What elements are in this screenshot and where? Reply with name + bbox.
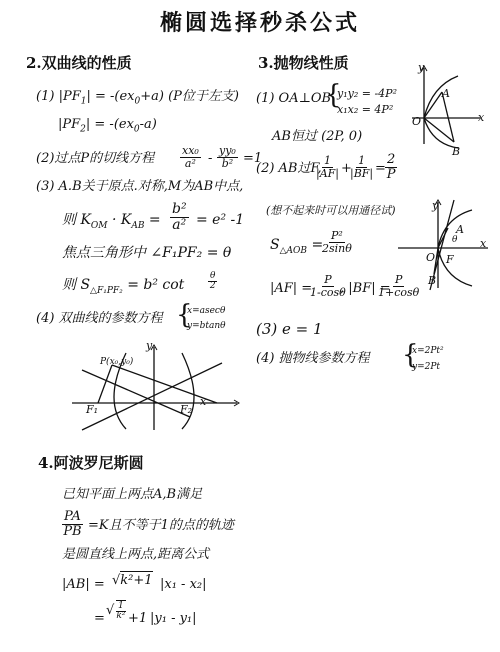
hyperbola-heading: 2.双曲线的性质 (26, 54, 132, 72)
g2-F-label: F (446, 253, 454, 266)
focus-F1-label: F₁ (86, 403, 99, 416)
af-length: |AF| = (270, 281, 313, 296)
g2-A-label: A (456, 223, 464, 236)
perp-brace: { (325, 80, 342, 110)
param-brace: { (176, 300, 193, 330)
chord-frac-3: $\frac{2}{P}$ (386, 152, 396, 182)
chord-eq: = (375, 161, 386, 176)
g1-y-label: y (418, 61, 425, 74)
page-title: 椭圆选择秒杀公式 (160, 10, 361, 36)
focal-chord-label: (2) AB过F, (256, 161, 322, 176)
axis-y-label: y (146, 339, 153, 352)
sqrt-2-tail: +1 (128, 611, 148, 626)
g1-A-label: A (442, 87, 450, 100)
ratio-frac: $\frac{PA}{PB}$ (63, 509, 82, 539)
parabola-graph-1 (402, 66, 485, 146)
dist-y-tail: |y₁ - y₁| (150, 611, 197, 626)
sqrt-2-frac: $\frac{1}{\text{k²}}$ (116, 601, 126, 622)
chord-frac-2: $\frac{1}{|BF|}$ (350, 154, 374, 180)
pparam-x: x=2Pt² (412, 346, 444, 356)
param-x: x=asecθ (187, 306, 226, 316)
g1-O-label: O (412, 115, 422, 128)
param-eq-label: (4) 双曲线的参数方程 (36, 311, 163, 326)
g2-O-label: O (426, 251, 436, 264)
bf-length: , |BF| = (340, 281, 391, 296)
fixed-point: AB恒过 (2P, 0) (272, 129, 363, 144)
parabola-heading: 3.抛物线性质 (258, 54, 349, 72)
sqrt-2: √ (106, 603, 115, 618)
tangent-minus: - (208, 151, 213, 166)
tangent-frac-1: $\frac{\text{xx₀}}{\text{a²}}$ (182, 144, 199, 170)
focal-triangle-area: 则 $S_{\triangle F_1PF_2} = b^2$ cot (62, 277, 185, 296)
apollo-line1: 已知平面上两点A,B满足 (62, 487, 203, 502)
slope-tail: = e² -1 (196, 212, 245, 228)
symmetric-text: (3) A.B关于原点.对称,M为AB中点, (36, 179, 244, 194)
area-half-frac: $\frac{\theta}{2}$ (209, 271, 216, 292)
hint-note: (想不起来时可以用通径试) (266, 204, 396, 217)
param-label: (4) 抛物线参数方程 (256, 351, 370, 366)
g2-y-label: y (432, 199, 439, 212)
param-y: y=btanθ (187, 321, 226, 331)
bf-frac: $\frac{P}{1+\cos\theta}$ (378, 273, 420, 299)
g1-x-label: x (478, 111, 485, 124)
slope-product: 则 $K_{OM} \cdot K_{AB}$ = (62, 212, 161, 231)
g2-B-label: B (428, 274, 437, 287)
pparam-brace: { (402, 340, 419, 370)
hyperbola-graph (72, 345, 242, 430)
focal-radius-1: (1) $|PF_1| = -(ex_0+a)$ (P位于左支) (36, 89, 239, 107)
tangent-frac-2: $\frac{\text{yy₀}}{\text{b²}}$ (219, 144, 236, 170)
chord-plus: + (341, 161, 352, 176)
area-frac: $\frac{\text{P²}}{2\sin\theta}$ (322, 229, 352, 255)
af-frac: $\frac{P}{1-\cos\theta}$ (310, 273, 346, 299)
eccentricity: (3) e = 1 (256, 320, 323, 338)
focus-F2-label: F₂ (180, 403, 193, 416)
y-product: y₁y₂ = -4P² (337, 87, 397, 100)
focal-radius-2: $|PF_2| = -(ex_0-a)$ (58, 117, 157, 135)
slope-frac: $\frac{\text{b²}}{\text{a²}}$ (172, 201, 187, 233)
apollonius-heading: 4.阿波罗尼斯圆 (38, 454, 144, 472)
parabola-graph-2 (398, 200, 490, 290)
apollo-line2: =K且不等于1的点的轨迹 (88, 518, 234, 533)
dist-x-tail: |x₁ - x₂| (160, 577, 207, 592)
g2-x-label: x (480, 237, 487, 250)
dist-y-eq: = (94, 611, 105, 626)
perp-label: (1) OA⊥OB (256, 91, 332, 106)
tangent-eq: =1 (243, 151, 263, 166)
dist-x-label: |AB| = (62, 577, 105, 592)
pparam-y: y=2Pt (412, 362, 441, 372)
x-product: x₁x₂ = 4P² (337, 103, 394, 116)
point-P-label: P(x₀,y₀) (100, 357, 134, 367)
tangent-label: (2)过点P的切线方程 (36, 151, 155, 166)
chord-frac-1: $\frac{1}{|AF|}$ (316, 154, 339, 180)
apollo-line3: 是圆直线上两点,距离公式 (62, 547, 210, 562)
g1-B-label: B (452, 145, 461, 158)
sqrt-1: √k²+1 (112, 573, 153, 588)
g2-theta-label: θ (452, 235, 458, 245)
axis-x-label: x (200, 395, 207, 408)
triangle-area: $S_{\triangle AOB}$ = (270, 237, 324, 256)
focal-triangle-angle: 焦点三角形中 ∠F₁PF₂ = θ (62, 245, 232, 261)
